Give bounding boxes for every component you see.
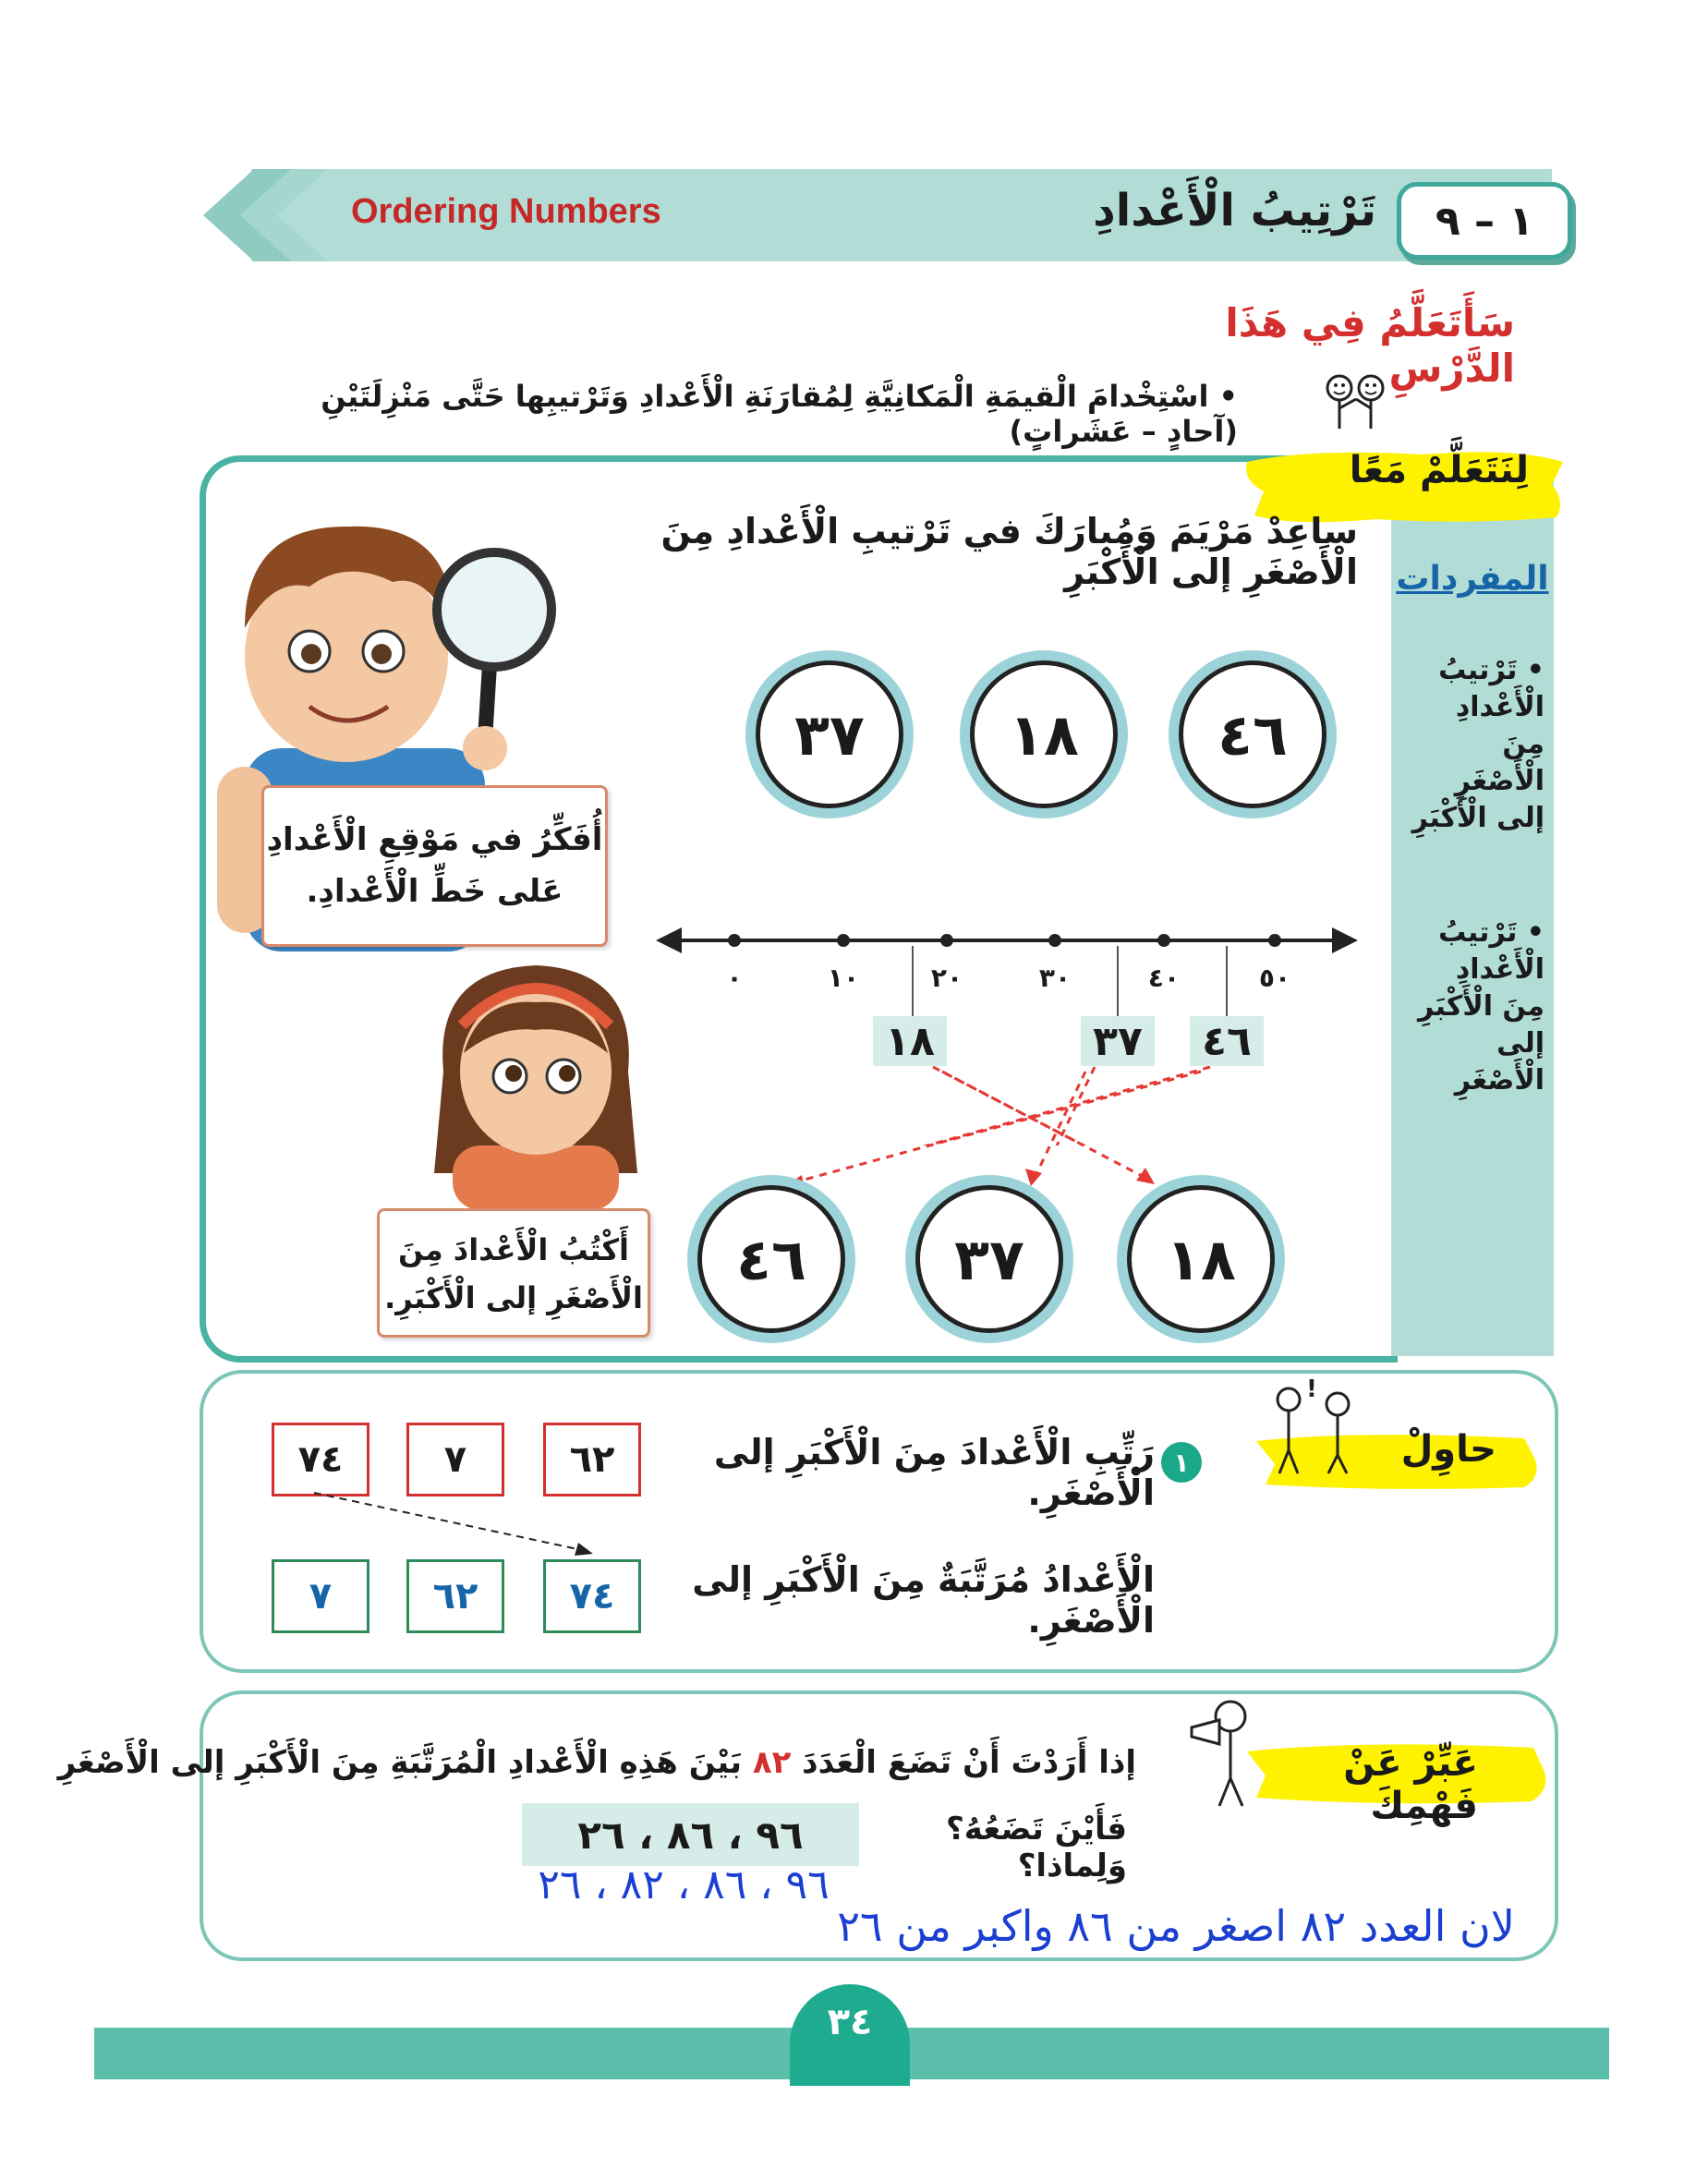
lesson-number-badge: ١ – ٩	[1397, 182, 1572, 260]
vocabulary-title: المفردات	[1396, 560, 1549, 598]
lesson-title-arabic: تَرْتِيبُ الْأَعْدادِ	[1093, 185, 1376, 236]
number-line-tick-label: ٣٠	[1038, 963, 1072, 993]
vocab-item-small-to-large: • تَرْتيبُ الْأَعْدادِ مِنَ الْأَصْغَرِ إلى الْأَكْبَرِ	[1411, 654, 1544, 834]
explain-question-line2: فَأَيْنَ تَضَعُهُ؟ وَلِماذا؟	[945, 1811, 1127, 1884]
boy-speech-bubble: أُفَكِّرُ في مَوْقِعِ الْأَعْدادِ عَلى خَطِّ الْأَعْدادِ.	[261, 785, 608, 947]
handwritten-reason[interactable]: لان العدد ٨٢ اصغر من ٨٦ واكبر من ٢٦	[837, 1901, 1515, 1951]
answer-number-box[interactable]: ٧٤	[543, 1559, 641, 1633]
girl-speech-bubble: أَكْتُبُ الْأَعْدادَ مِنَ الْأَصْغَرِ إلى الْأَكْبَرِ.	[377, 1208, 650, 1338]
number-line-tick-label: ٢٠	[930, 963, 963, 993]
tick-dot	[940, 934, 953, 947]
number-line-tick-label: ٥٠	[1258, 963, 1291, 993]
number-circle-top: ٣٧	[756, 660, 903, 808]
number-line-marker-box: ١٨	[873, 1016, 947, 1066]
tick-dot	[728, 934, 741, 947]
tick-dot	[1048, 934, 1061, 947]
given-number-box: ٧	[406, 1423, 504, 1496]
lesson-title-english: Ordering Numbers	[351, 192, 661, 231]
svg-text:!: !	[1306, 1376, 1317, 1403]
megaphone-figure-icon	[1173, 1690, 1266, 1811]
tick-dot	[1268, 934, 1281, 947]
number-line-tick-label: ٠	[726, 963, 743, 993]
objective-item: • اسْتِخْدامَ الْقيمَةِ الْمَكانِيَّةِ لِمُقارَنَةِ الْأَعْدادِ وَتَرْتيبِها حَتَّى مَنْزِلَتَيْنِ (آحادٍ – عَشَراتٍ)	[321, 379, 1238, 449]
tick-dot	[1157, 934, 1170, 947]
objectives-heading: سَأَتَعَلَّمُ فِي هَذَا الدَّرْسِ	[1225, 300, 1515, 391]
number-line-tick-label: ٤٠	[1147, 963, 1181, 993]
question-number-badge: ١	[1161, 1442, 1202, 1483]
ordered-series-box: ٩٦ ، ٨٦ ، ٢٦	[522, 1803, 859, 1866]
stick-figures-icon	[1319, 371, 1393, 436]
handwritten-answer[interactable]: ٩٦ ، ٨٦ ، ٨٢ ، ٢٦	[538, 1861, 830, 1908]
instruction-text: ساعِدْ مَرْيَمَ وَمُبارَكَ في تَرْتيبِ الْأَعْدادِ مِنَ الْأَصْغَرِ إلى الْأَكْبَرِ	[660, 511, 1358, 592]
number-line-marker-box: ٣٧	[1081, 1016, 1155, 1066]
answer-number-box[interactable]: ٦٢	[406, 1559, 504, 1633]
number-circle-ordered: ١٨	[1127, 1185, 1275, 1333]
vocab-item-large-to-small: • تَرْتيبُ الْأَعْدادِ مِنَ الْأَكْبَرِ إلى الْأَصْغَرِ	[1418, 916, 1544, 1097]
explain-label: عَبِّرْ عَنْ فَهْمِكَ	[1343, 1742, 1478, 1827]
given-number-box: ٦٢	[543, 1423, 641, 1496]
try-it-label: حاوِلْ	[1400, 1428, 1496, 1471]
highlight-number: ٨٢	[752, 1744, 792, 1781]
number-circle-ordered: ٤٦	[697, 1185, 845, 1333]
given-number-box: ٧٤	[272, 1423, 369, 1496]
girl-thinking-illustration	[425, 951, 647, 1210]
dashed-arrow	[305, 1487, 600, 1561]
number-circle-top: ٤٦	[1179, 660, 1326, 808]
try-it-answer-label: الْأَعْدادُ مُرَتَّبَةٌ مِنَ الْأَكْبَرِ إلى الْأَصْغَرِ.	[692, 1559, 1155, 1641]
number-circle-ordered: ٣٧	[915, 1185, 1063, 1333]
tick-dot	[837, 934, 850, 947]
try-it-question: رَتِّبِ الْأَعْدادَ مِنَ الْأَكْبَرِ إلى الْأَصْغَرِ.	[713, 1432, 1155, 1513]
learn-together-label: لِنَتَعَلَّمْ مَعًا	[1349, 449, 1529, 491]
number-circle-top: ١٨	[970, 660, 1118, 808]
chevron-arrows-icon	[185, 166, 369, 264]
number-line-tick-label: ١٠	[827, 963, 860, 993]
explain-question-line1: إذا أَرَدْتَ أَنْ تَضَعَ الْعَدَدَ ٨٢ بَيْنَ هَذِهِ الْأَعْدادِ الْمُرَتَّبَةِ مِنَ الْأَكْبَرِ إلى الْأَصْغَرِ	[57, 1744, 1136, 1781]
answer-number-box[interactable]: ٧	[272, 1559, 369, 1633]
page-number: ٣٤	[790, 1984, 910, 2086]
number-line-marker-box: ٤٦	[1190, 1016, 1264, 1066]
